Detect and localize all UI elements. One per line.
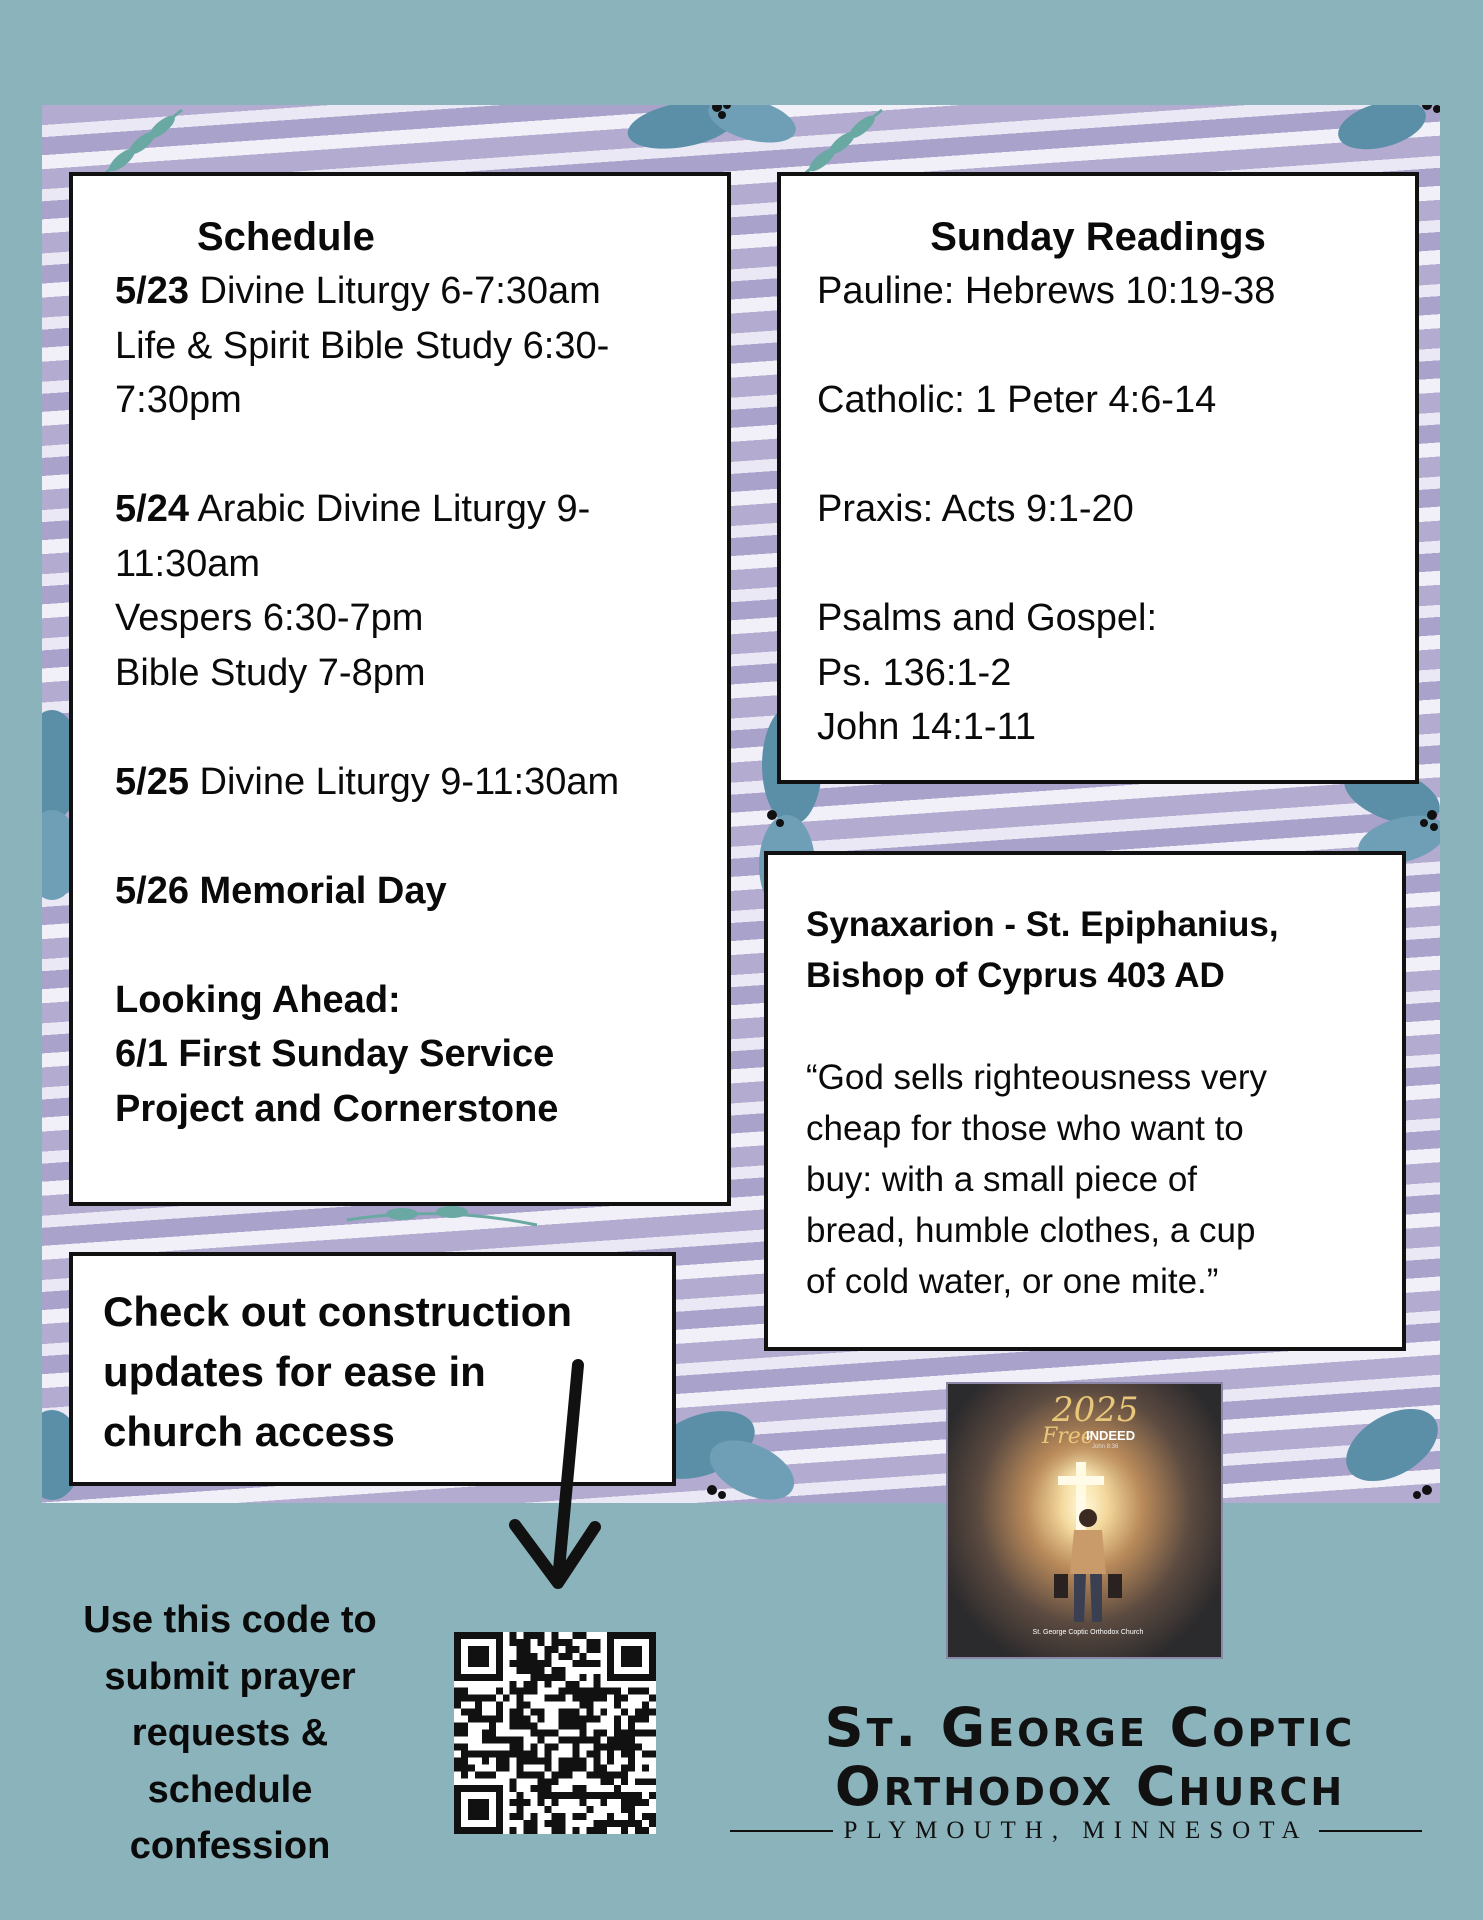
flower-icon: [1332, 105, 1440, 165]
figure-silhouette: [1048, 1504, 1128, 1634]
readings-title: Sunday Readings: [930, 215, 1266, 259]
reading-praxis: Praxis: Acts 9:1-20: [817, 488, 1134, 530]
church-location-row: [730, 1816, 1422, 1846]
schedule-line: 11:30am: [115, 542, 261, 585]
schedule-date: 5/23: [115, 270, 189, 312]
qr-prompt-line: schedule: [147, 1768, 313, 1811]
schedule-date: 5/25: [115, 760, 189, 803]
synaxarion-title: Synaxarion - St. Epiphanius,: [806, 905, 1279, 944]
sunday-readings-box: [777, 172, 1419, 784]
looking-ahead-item: Project and Cornerstone: [115, 1087, 559, 1130]
construction-text: church access: [103, 1408, 395, 1455]
church-name-line-2: Orthodox Church: [834, 1755, 1346, 1818]
synaxarion-box: [764, 851, 1406, 1351]
divider: [1319, 1830, 1422, 1832]
schedule-title: Schedule: [197, 215, 375, 259]
arrow-down-icon: [500, 1355, 610, 1595]
poster-year: 2025: [1052, 1390, 1139, 1430]
church-name-line-1: St. George Coptic: [824, 1696, 1356, 1759]
poster-footer: St. George Coptic Orthodox Church: [1032, 1629, 1144, 1636]
synaxarion-quote: cheap for those who want to: [806, 1109, 1244, 1148]
reading-psalms-label: Psalms and Gospel:: [817, 597, 1158, 639]
flower-icon: [1332, 1395, 1440, 1503]
reading-gospel: John 14:1-11: [817, 706, 1037, 748]
reading-pauline: Pauline: Hebrews 10:19-38: [817, 270, 1276, 312]
qr-prompt: [40, 1592, 420, 1875]
qr-code-icon: [454, 1632, 656, 1834]
qr-prompt-line: Use this code to: [83, 1599, 377, 1641]
leaf-icon: [342, 1200, 542, 1240]
divider: [730, 1830, 833, 1832]
qr-prompt-line: submit prayer: [104, 1655, 356, 1698]
schedule-box: [69, 172, 731, 1206]
poster-indeed: INDEED: [1086, 1428, 1136, 1443]
qr-code[interactable]: [454, 1632, 656, 1834]
schedule-line: Bible Study 7-8pm: [115, 651, 426, 694]
qr-prompt-line: confession: [129, 1825, 331, 1867]
qr-prompt-line: requests &: [131, 1712, 329, 1754]
poster-verse: John 8:36: [1092, 1444, 1119, 1450]
looking-ahead-heading: Looking Ahead:: [115, 978, 401, 1021]
synaxarion-title: Bishop of Cyprus 403 AD: [806, 956, 1225, 995]
construction-text: updates for ease in: [103, 1348, 486, 1395]
flower-icon: [622, 105, 802, 175]
poster-free: Free: [1042, 1424, 1094, 1449]
construction-text: Check out construction: [103, 1288, 573, 1335]
reading-psalm: Ps. 136:1-2: [817, 651, 1012, 694]
schedule-line: 7:30pm: [115, 379, 242, 421]
synaxarion-quote: buy: with a small piece of: [806, 1160, 1198, 1199]
cross-bar: [1058, 1476, 1104, 1485]
free-indeed-poster: [946, 1382, 1223, 1659]
looking-ahead-item: 6/1 First Sunday Service: [115, 1033, 555, 1075]
synaxarion-quote: bread, humble clothes, a cup: [806, 1211, 1256, 1250]
schedule-date: 5/24: [115, 488, 189, 530]
schedule-line: Vespers 6:30-7pm: [115, 597, 424, 639]
schedule-line: Life & Spirit Bible Study 6:30-: [115, 324, 610, 367]
synaxarion-quote: of cold water, or one mite.”: [806, 1262, 1219, 1301]
reading-catholic: Catholic: 1 Peter 4:6-14: [817, 379, 1217, 421]
church-location: PLYMOUTH, MINNESOTA: [843, 1817, 1309, 1844]
synaxarion-quote: “God sells righteousness very: [806, 1058, 1268, 1097]
schedule-entry: 5/23 Divine Liturgy 6-7:30am: [115, 270, 601, 312]
schedule-entry: 5/25 Divine Liturgy 9-11:30am: [115, 760, 620, 803]
memorial-day: 5/26 Memorial Day: [115, 869, 447, 912]
schedule-entry: 5/24 Arabic Divine Liturgy 9-: [115, 488, 591, 530]
